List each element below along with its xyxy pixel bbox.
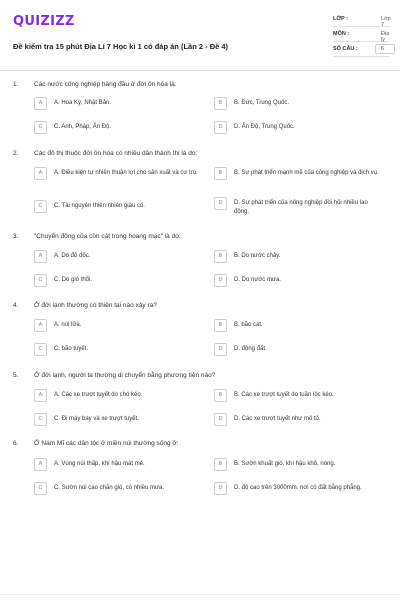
worksheet-title: Đề kiểm tra 15 phút Địa Lí 7 Học kì 1 có đáp án (Lần 2 - Đề 4) (13, 42, 229, 51)
question-number: 3. (13, 233, 19, 240)
header-divider (0, 70, 400, 71)
option-text: C. Tài nguyên thiên nhiên giàu có. (54, 203, 145, 209)
option-letter-badge: B (214, 167, 227, 180)
worksheet-header (13, 12, 389, 62)
option-text: D. Ấn Độ, Trung Quốc. (234, 124, 295, 130)
question-text: Ở đới lạnh thường có thiên tai nào xảy ra? (34, 302, 157, 309)
option-letter-badge: A (34, 97, 47, 110)
question-text: "Chuyển động của cồn cát trong hoang mạc" là do: (34, 233, 181, 240)
option-text: B. Do nước chảy. (234, 253, 281, 259)
question-number: 5. (13, 372, 19, 379)
question-number: 1. (13, 81, 19, 88)
option-text: A. Vùng núi thấp, khí hậu mát mẻ. (54, 461, 145, 467)
option-text: D. động đất. (234, 346, 267, 352)
quizizz-logo: QUIZIZZ (13, 14, 75, 29)
option-text: B. Các xe trượt tuyết do tuần lộc kéo. (234, 392, 334, 398)
option-letter-badge: D (214, 197, 227, 210)
option-text: A. Điều kiện tự nhiên thuận lợi cho sản xuất và cư trú. (54, 170, 198, 176)
option-letter-badge: A (34, 250, 47, 263)
option-letter-badge: A (34, 167, 47, 180)
option-letter-badge: B (214, 458, 227, 471)
option-letter-badge: D (214, 482, 227, 495)
meta-value-box (375, 44, 395, 54)
question-text: Các đô thị thuộc đới ôn hòa có nhiều dân thành thị là do: (34, 150, 198, 157)
meta-row-class (333, 12, 389, 27)
question-text: Ở Nam Mĩ các dân tộc ở miền núi thường sống ở: (34, 440, 179, 447)
meta-value: 6 (381, 46, 385, 52)
option-letter-badge: A (34, 389, 47, 402)
option-letter-badge: B (214, 250, 227, 263)
option-text: C. bão tuyết. (54, 346, 89, 352)
option-letter-badge: B (214, 389, 227, 402)
option-letter-badge: C (34, 274, 47, 287)
option-letter-badge: A (34, 458, 47, 471)
option-letter-badge: C (34, 200, 47, 213)
option-text: B. Sự phát triển mạnh mẽ của công nghiệp và dịch vụ. (234, 170, 379, 176)
option-text: A. Hoa Kỳ, Nhật Bản. (54, 100, 112, 106)
option-text: B. Sườn khuất gió, khí hậu khô, nóng. (234, 461, 336, 467)
option-text: A. núi lửa. (54, 322, 82, 328)
question-number: 4. (13, 302, 19, 309)
question-number: 2. (13, 150, 19, 157)
option-text: C. Đi máy bay và xe trượt tuyết. (54, 416, 139, 422)
option-letter-badge: C (34, 413, 47, 426)
option-text: D. Sự phát triển của nông nghiệp đòi hỏi nhiều lao động. (234, 200, 368, 215)
meta-label: SỐ CÂU : (333, 46, 358, 52)
option-text: A. Các xe trượt tuyết do chó kéo. (54, 392, 143, 398)
option-text: C. Do gió thổi. (54, 277, 93, 283)
question-text: Ở đới lạnh, người ta thường di chuyển bằng phương tiện nào? (34, 372, 216, 379)
option-letter-badge: B (214, 319, 227, 332)
option-text: D. độ cao trên 3000mm, nơi có đất bằng phẳng. (234, 485, 362, 491)
option-text: A. Do độ dốc. (54, 253, 91, 259)
option-text: D. Do nước mưa. (234, 277, 281, 283)
worksheet-meta (333, 12, 389, 57)
option-letter-badge: C (34, 121, 47, 134)
meta-label: LỚP : (333, 16, 348, 22)
option-text: D. Các xe trượt tuyết như mô tô. (234, 416, 321, 422)
option-text: C. Sườn núi cao chắn gió, có nhiều mưa. (54, 485, 165, 491)
option-letter-badge: D (214, 413, 227, 426)
option-letter-badge: D (214, 343, 227, 356)
page-bottom-edge (0, 594, 400, 595)
option-letter-badge: C (34, 343, 47, 356)
option-text: B. Đức, Trung Quốc. (234, 100, 290, 106)
option-text: B. bão cát. (234, 322, 263, 328)
option-letter-badge: D (214, 274, 227, 287)
meta-value: Lớp 7 (381, 16, 391, 28)
meta-value: Địa lý (381, 31, 390, 43)
question-number: 6. (13, 440, 19, 447)
option-text: C. Anh, Pháp, Ấn Độ. (54, 124, 112, 130)
option-letter-badge: B (214, 97, 227, 110)
option-letter-badge: C (34, 482, 47, 495)
question-text: Các nước công nghiệp hàng đầu ở đới ôn hòa là: (34, 81, 177, 88)
option-letter-badge: A (34, 319, 47, 332)
meta-row-subject (333, 27, 389, 42)
meta-label: MÔN : (333, 31, 350, 37)
option-letter-badge: D (214, 121, 227, 134)
meta-row-question-count (333, 42, 389, 57)
